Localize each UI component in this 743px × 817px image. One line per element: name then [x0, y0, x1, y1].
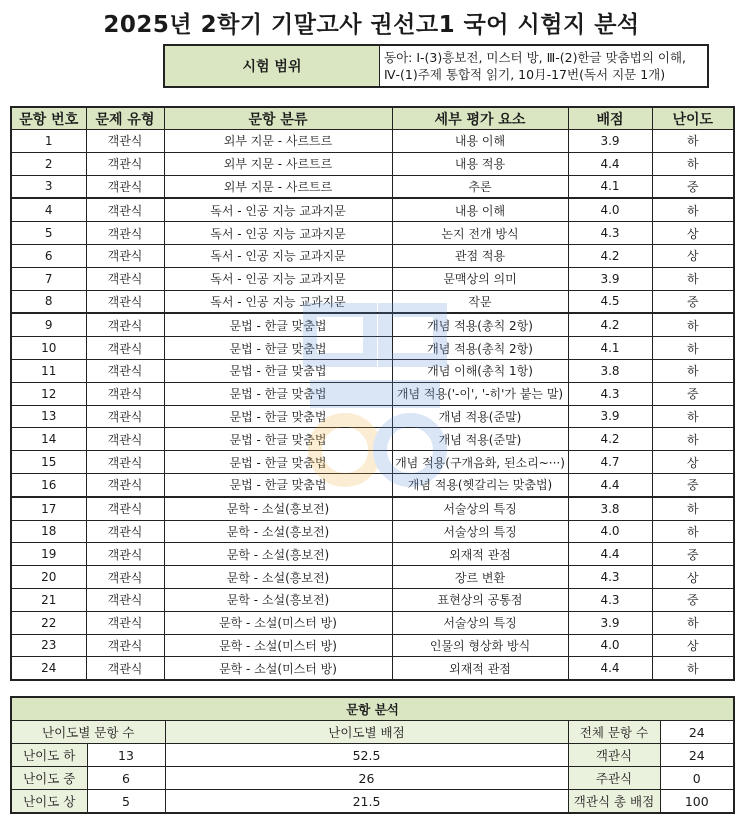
- question-difficulty: 하: [652, 267, 734, 290]
- level-count: 6: [87, 767, 165, 790]
- col-header-detail: 세부 평가 요소: [392, 107, 568, 130]
- question-type: 객관식: [86, 405, 164, 428]
- question-number: 17: [11, 497, 86, 520]
- exam-scope-value: [380, 45, 709, 87]
- table-row: [11, 566, 734, 589]
- table-row: [11, 657, 734, 680]
- question-difficulty: 하: [652, 337, 734, 360]
- question-type: 객관식: [86, 313, 164, 336]
- question-category: 문법 - 한글 맞춤법: [164, 359, 392, 382]
- question-number: 23: [11, 634, 86, 657]
- question-type: 객관식: [86, 588, 164, 611]
- table-row: [11, 543, 734, 566]
- question-score: 4.3: [568, 382, 652, 405]
- table-row: [11, 497, 734, 520]
- question-detail: 내용 이해: [392, 130, 568, 153]
- summary-label: 주관식: [568, 767, 660, 790]
- question-category: 문학 - 소설(미스터 방): [164, 657, 392, 680]
- question-type: 객관식: [86, 337, 164, 360]
- question-score: 3.9: [568, 611, 652, 634]
- question-score: 4.0: [568, 634, 652, 657]
- question-type: 객관식: [86, 290, 164, 313]
- question-score: 4.2: [568, 244, 652, 267]
- table-row: [11, 428, 734, 451]
- question-detail: 개념 적용(총칙 2항): [392, 337, 568, 360]
- question-type: 객관식: [86, 473, 164, 496]
- exam-scope-line-2: Ⅳ-(1)주제 통합적 읽기, 10月-17번(독서 지문 1개): [384, 67, 666, 82]
- question-score: 4.4: [568, 473, 652, 496]
- question-score: 4.0: [568, 520, 652, 543]
- question-type: 객관식: [86, 451, 164, 474]
- question-difficulty: 하: [652, 198, 734, 221]
- question-table: [10, 106, 735, 681]
- exam-scope-line-1: 동아: Ⅰ-(3)흥보전, 미스터 방, Ⅲ-(2)한글 맞춤법의 이해,: [384, 50, 686, 65]
- question-difficulty: 하: [652, 520, 734, 543]
- question-number: 18: [11, 520, 86, 543]
- question-number: 11: [11, 359, 86, 382]
- question-difficulty: 중: [652, 473, 734, 496]
- question-difficulty: 상: [652, 634, 734, 657]
- question-detail: 표현상의 공통점: [392, 588, 568, 611]
- question-score: 3.9: [568, 130, 652, 153]
- question-detail: 개념 적용('-이', '-히'가 붙는 말): [392, 382, 568, 405]
- table-row: [11, 359, 734, 382]
- question-score: 4.3: [568, 566, 652, 589]
- question-score: 4.0: [568, 198, 652, 221]
- question-detail: 외재적 관점: [392, 657, 568, 680]
- question-number: 16: [11, 473, 86, 496]
- col-header-score: 배점: [568, 107, 652, 130]
- question-type: 객관식: [86, 566, 164, 589]
- question-difficulty: 중: [652, 543, 734, 566]
- question-type: 객관식: [86, 198, 164, 221]
- question-type: 객관식: [86, 267, 164, 290]
- table-row: [11, 382, 734, 405]
- question-difficulty: 하: [652, 657, 734, 680]
- question-type: 객관식: [86, 634, 164, 657]
- question-category: 독서 - 인공 지능 교과지문: [164, 198, 392, 221]
- question-number: 19: [11, 543, 86, 566]
- question-type: 객관식: [86, 520, 164, 543]
- question-detail: 작문: [392, 290, 568, 313]
- table-row: [11, 405, 734, 428]
- col-header-category: 문항 분류: [164, 107, 392, 130]
- summary-value: 0: [660, 767, 734, 790]
- question-category: 문법 - 한글 맞춤법: [164, 337, 392, 360]
- summary-label: 객관식 총 배점: [568, 790, 660, 814]
- question-score: 3.9: [568, 267, 652, 290]
- exam-scope-table: [163, 44, 709, 88]
- question-difficulty: 하: [652, 611, 734, 634]
- col-header-number: 문항 번호: [11, 107, 86, 130]
- question-detail: 인물의 형상화 방식: [392, 634, 568, 657]
- question-category: 독서 - 인공 지능 교과지문: [164, 290, 392, 313]
- question-detail: 서술상의 특징: [392, 520, 568, 543]
- question-score: 4.3: [568, 222, 652, 245]
- question-category: 독서 - 인공 지능 교과지문: [164, 222, 392, 245]
- table-row: [11, 451, 734, 474]
- question-score: 4.5: [568, 290, 652, 313]
- question-number: 15: [11, 451, 86, 474]
- level-label: 난이도 하: [11, 744, 87, 767]
- question-detail: 논지 전개 방식: [392, 222, 568, 245]
- table-row: [11, 244, 734, 267]
- summary-label: 전체 문항 수: [568, 721, 660, 744]
- question-number: 3: [11, 175, 86, 198]
- question-category: 문학 - 소설(흥보전): [164, 543, 392, 566]
- question-category: 문학 - 소설(미스터 방): [164, 611, 392, 634]
- exam-scope-label: 시험 범위: [164, 45, 380, 87]
- question-score: 4.7: [568, 451, 652, 474]
- table-row: [11, 175, 734, 198]
- analysis-count-header: 난이도별 문항 수: [11, 721, 165, 744]
- question-detail: 개념 적용(준말): [392, 405, 568, 428]
- question-type: 객관식: [86, 152, 164, 175]
- question-difficulty: 하: [652, 359, 734, 382]
- question-detail: 서술상의 특징: [392, 611, 568, 634]
- question-category: 문학 - 소설(미스터 방): [164, 634, 392, 657]
- level-label: 난이도 중: [11, 767, 87, 790]
- question-category: 문학 - 소설(흥보전): [164, 566, 392, 589]
- table-row: [11, 611, 734, 634]
- summary-value: 24: [660, 721, 734, 744]
- question-number: 5: [11, 222, 86, 245]
- question-difficulty: 상: [652, 222, 734, 245]
- analysis-score-header: 난이도별 배점: [165, 721, 568, 744]
- question-category: 독서 - 인공 지능 교과지문: [164, 244, 392, 267]
- question-difficulty: 중: [652, 382, 734, 405]
- table-row: [11, 130, 734, 153]
- question-score: 3.8: [568, 497, 652, 520]
- question-score: 4.1: [568, 175, 652, 198]
- question-detail: 문맥상의 의미: [392, 267, 568, 290]
- question-score: 4.2: [568, 428, 652, 451]
- question-detail: 관점 적용: [392, 244, 568, 267]
- question-category: 문법 - 한글 맞춤법: [164, 405, 392, 428]
- level-score: 52.5: [165, 744, 568, 767]
- question-type: 객관식: [86, 543, 164, 566]
- table-row: [11, 222, 734, 245]
- table-row: [11, 473, 734, 496]
- question-number: 8: [11, 290, 86, 313]
- question-type: 객관식: [86, 244, 164, 267]
- question-detail: 외재적 관점: [392, 543, 568, 566]
- question-difficulty: 중: [652, 588, 734, 611]
- question-number: 21: [11, 588, 86, 611]
- question-detail: 추론: [392, 175, 568, 198]
- summary-value: 100: [660, 790, 734, 814]
- question-difficulty: 하: [652, 313, 734, 336]
- question-detail: 내용 이해: [392, 198, 568, 221]
- table-row: [11, 198, 734, 221]
- col-header-difficulty: 난이도: [652, 107, 734, 130]
- question-category: 문법 - 한글 맞춤법: [164, 313, 392, 336]
- table-row: [11, 290, 734, 313]
- table-row: [11, 520, 734, 543]
- question-category: 문학 - 소설(흥보전): [164, 520, 392, 543]
- level-count: 13: [87, 744, 165, 767]
- level-score: 21.5: [165, 790, 568, 814]
- question-score: 4.1: [568, 337, 652, 360]
- level-score: 26: [165, 767, 568, 790]
- question-score: 4.2: [568, 313, 652, 336]
- question-number: 6: [11, 244, 86, 267]
- question-number: 9: [11, 313, 86, 336]
- question-type: 객관식: [86, 497, 164, 520]
- summary-label: 객관식: [568, 744, 660, 767]
- question-number: 12: [11, 382, 86, 405]
- question-score: 4.3: [568, 588, 652, 611]
- question-number: 24: [11, 657, 86, 680]
- question-difficulty: 하: [652, 130, 734, 153]
- question-category: 문법 - 한글 맞춤법: [164, 428, 392, 451]
- table-row: [11, 152, 734, 175]
- question-score: 3.8: [568, 359, 652, 382]
- question-number: 20: [11, 566, 86, 589]
- question-score: 4.4: [568, 152, 652, 175]
- question-difficulty: 하: [652, 152, 734, 175]
- summary-value: 24: [660, 744, 734, 767]
- question-number: 14: [11, 428, 86, 451]
- question-category: 문법 - 한글 맞춤법: [164, 473, 392, 496]
- question-difficulty: 중: [652, 290, 734, 313]
- question-type: 객관식: [86, 175, 164, 198]
- question-number: 10: [11, 337, 86, 360]
- level-count: 5: [87, 790, 165, 814]
- question-category: 문학 - 소설(흥보전): [164, 588, 392, 611]
- question-category: 외부 지문 - 사르트르: [164, 175, 392, 198]
- page-title: 2025년 2학기 기말고사 권선고1 국어 시험지 분석: [103, 12, 640, 38]
- question-detail: 개념 적용(준말): [392, 428, 568, 451]
- question-type: 객관식: [86, 130, 164, 153]
- question-score: 4.4: [568, 657, 652, 680]
- table-row: [11, 267, 734, 290]
- question-detail: 개념 적용(총칙 2항): [392, 313, 568, 336]
- question-score: 4.4: [568, 543, 652, 566]
- question-number: 13: [11, 405, 86, 428]
- analysis-title: 문항 분석: [11, 697, 734, 721]
- question-number: 7: [11, 267, 86, 290]
- table-row: [11, 337, 734, 360]
- question-difficulty: 상: [652, 244, 734, 267]
- question-category: 독서 - 인공 지능 교과지문: [164, 267, 392, 290]
- question-difficulty: 하: [652, 405, 734, 428]
- question-category: 외부 지문 - 사르트르: [164, 152, 392, 175]
- question-type: 객관식: [86, 611, 164, 634]
- question-detail: 장르 변환: [392, 566, 568, 589]
- question-difficulty: 상: [652, 566, 734, 589]
- question-type: 객관식: [86, 222, 164, 245]
- question-detail: 서술상의 특징: [392, 497, 568, 520]
- question-difficulty: 상: [652, 451, 734, 474]
- question-score: 3.9: [568, 405, 652, 428]
- question-type: 객관식: [86, 428, 164, 451]
- question-detail: 개념 적용(헷갈리는 맞춤법): [392, 473, 568, 496]
- level-label: 난이도 상: [11, 790, 87, 814]
- question-difficulty: 하: [652, 497, 734, 520]
- col-header-type: 문제 유형: [86, 107, 164, 130]
- question-category: 문학 - 소설(흥보전): [164, 497, 392, 520]
- table-row: [11, 634, 734, 657]
- analysis-table: [10, 696, 735, 814]
- table-row: [11, 313, 734, 336]
- question-number: 1: [11, 130, 86, 153]
- question-difficulty: 중: [652, 175, 734, 198]
- question-category: 문법 - 한글 맞춤법: [164, 451, 392, 474]
- question-detail: 개념 이해(총칙 1항): [392, 359, 568, 382]
- question-detail: 개념 적용(구개음화, 된소리~···): [392, 451, 568, 474]
- question-type: 객관식: [86, 359, 164, 382]
- question-number: 22: [11, 611, 86, 634]
- table-row: [11, 588, 734, 611]
- question-type: 객관식: [86, 382, 164, 405]
- question-number: 4: [11, 198, 86, 221]
- question-category: 외부 지문 - 사르트르: [164, 130, 392, 153]
- question-detail: 내용 적용: [392, 152, 568, 175]
- question-difficulty: 하: [652, 428, 734, 451]
- question-type: 객관식: [86, 657, 164, 680]
- question-category: 문법 - 한글 맞춤법: [164, 382, 392, 405]
- question-number: 2: [11, 152, 86, 175]
